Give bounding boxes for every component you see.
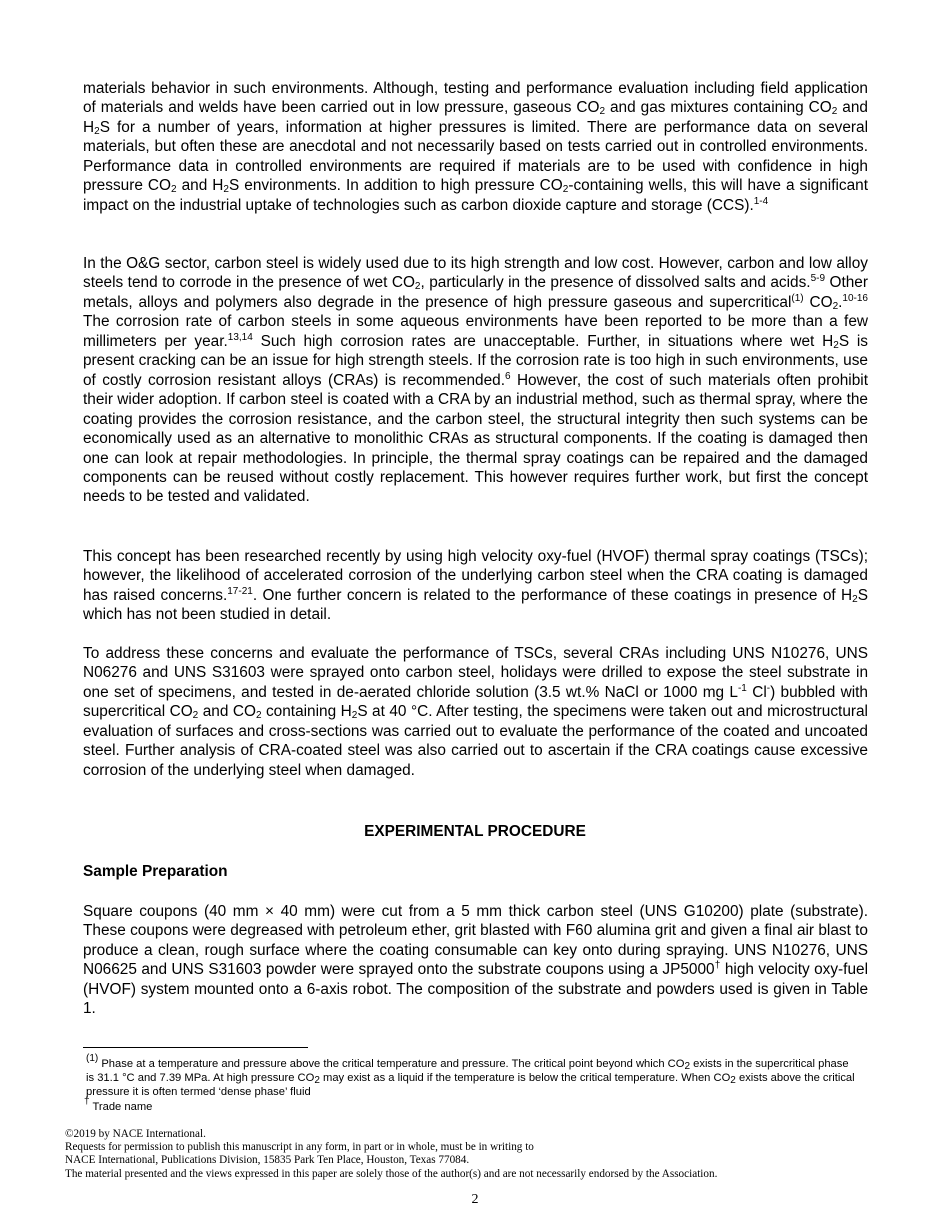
text-run: The corrosion rate of carbon steels in some aqueous environments have been reported to be more than a few millimeters per year. [83, 313, 868, 350]
footnote-divider [83, 1047, 308, 1048]
section-heading: EXPERIMENTAL PROCEDURE [364, 823, 586, 840]
text-run: may exist as a liquid if the temperature is below the critical temperature. When CO [319, 1072, 731, 1085]
text-run: S which has not been studied in detail. [83, 586, 868, 624]
paragraph-address-concerns [83, 644, 868, 780]
superscript: † [84, 1096, 90, 1107]
superscript: 6 [504, 370, 511, 382]
text-run: CO [803, 293, 833, 311]
superscript: 5-9 [810, 273, 826, 285]
text-run: However, the cost of such materials often prohibit their wider adoption. If carbon steel is coated with a CRA by an industrial method, such as thermal spray, where the coating provides the corrosion resistance, and the carbon steel, the structural integrity then such systems can be economically used as an alternative to monolithic CRAs as structural components. If the coating is damaged then one can look at repair methodologies. In principle, the thermal spray coatings can be repaired and the damaged components can be reused without costly replacement. This however requires further work, but first the concept needs to be tested and validated. [83, 371, 868, 506]
footnote-trade-name [84, 1096, 854, 1114]
text-run: , particularly in the presence of dissolved salts and acids. [420, 274, 811, 292]
text-run: Phase at a temperature and pressure above the critical temperature and pressure. The critical point beyond which CO [98, 1058, 685, 1070]
text-run: and H [83, 99, 868, 136]
paragraph-sample-preparation [83, 902, 868, 1019]
copyright-line: ©2019 by NACE International. [65, 1128, 206, 1140]
text-run: containing H [261, 703, 352, 721]
text-run: ) bubbled with supercritical CO [83, 683, 868, 721]
text-run: In the O&G sector, carbon steel is widely used due to its high strength and low cost. However, carbon and low alloy steels tend to corrode in the presence of wet CO [83, 255, 868, 292]
text-run: and CO [198, 703, 256, 721]
paragraph-og-sector [83, 254, 868, 507]
paragraph-concept [83, 547, 868, 625]
copyright-line: NACE International, Publications Division, 15835 Park Ten Place, Houston, Texas 77084. [65, 1154, 470, 1167]
subscript: 2 [730, 1075, 736, 1087]
subscript: 2 [351, 710, 358, 722]
footnote-supercritical [86, 1053, 856, 1100]
copyright-notice [65, 1128, 717, 1181]
text-run: and gas mixtures containing CO [605, 99, 832, 117]
subscript: 2 [599, 106, 606, 118]
text-run: Cl [746, 683, 767, 701]
text-run: . One further concern is related to the performance of these coatings in presence of H [252, 586, 853, 604]
superscript: (1) [791, 292, 804, 304]
subscript: 2 [562, 184, 569, 196]
subscript: 2 [831, 106, 838, 118]
copyright-line: The material presented and the views expressed in this paper are solely those of the author(s) and are not necessarily endorsed by the Association. [65, 1167, 718, 1180]
text-run: and H [176, 177, 224, 195]
text-run: To address these concerns and evaluate the performance of TSCs, several CRAs including UNS N10276, UNS N06276 and UNS S31603 were sprayed onto carbon steel, holidays were drilled to expose the steel substrate in one set of specimens, and tested in de-aerated chloride solution (3.5 wt.% NaCl or 1000 mg L [83, 645, 868, 701]
subscript: 2 [192, 710, 199, 722]
subscript: 2 [684, 1061, 691, 1072]
text-run: S for a number of years, information at higher pressures is limited. There are performance data on several materials, but often these are anecdotal and not necessarily based on tests carried out in controlled environments. Performance data in controlled environments are required if materials are to be used with confidence in high pressure CO [83, 118, 868, 195]
text-run: exists in the supercritical phase is 31.1 °C and 7.39 MPa. At high pressure CO [86, 1058, 849, 1085]
text-run: S at 40 °C. After testing, the specimens were taken out and microstructural evaluation of surfaces and cross-sections was carried out to evaluate the performance of the coated and uncoated steel. Further analysis of CRA-coated steel was also carried out to ascertain if the CRA coatings cause excessive corrosion of the underlying steel when damaged. [83, 703, 868, 779]
subscript: 2 [314, 1075, 320, 1087]
text-run: Trade name [89, 1101, 153, 1113]
paragraph-intro-continued [83, 79, 868, 215]
text-run: S environments. In addition to high pressure CO [228, 177, 563, 195]
subscript: 2 [833, 339, 839, 351]
superscript: - [766, 682, 771, 694]
superscript: 10-16 [842, 292, 868, 304]
superscript: 1-4 [753, 195, 769, 207]
text-run: materials behavior in such environments. Although, testing and performance evaluation including field application of materials and welds have been carried out in low pressure, gaseous CO [83, 80, 868, 117]
text-run: high velocity oxy-fuel (HVOF) system mounted onto a 6-axis robot. The composition of the substrate and powders used is given in Table 1. [83, 961, 869, 1018]
text-run: . [838, 293, 843, 311]
subscript: 2 [832, 300, 839, 312]
text-run: Other metals, alloys and polymers also degrade in the presence of high pressure gaseous and supercritical [83, 274, 868, 311]
subscript: 2 [171, 184, 177, 196]
superscript: 13,14 [227, 331, 253, 343]
text-run: This concept has been researched recently by using high velocity oxy-fuel (HVOF) thermal spray coatings (TSCs); however, the likelihood of accelerated corrosion of the underlying carbon steel when the CRA coating is damaged has raised concerns. [83, 548, 868, 604]
text-run: Square coupons (40 mm × 40 mm) were cut from a 5 mm thick carbon steel (UNS G10200) plate (substrate). These coupons were degreased with petroleum ether, grit blasted with F60 alumina grit and given a final air blast to produce a clean, rough surface where the coating consumable can key onto during spraying. UNS N10276, UNS N06625 and UNS S31603 powder were sprayed onto the substrate coupons using a JP5000 [83, 903, 868, 979]
page-number: 2 [471, 1192, 479, 1207]
subscript: 2 [94, 125, 100, 137]
subscript: 2 [255, 710, 262, 722]
superscript: -1 [737, 682, 747, 694]
subscript: 2 [414, 281, 421, 293]
subscript: 2 [852, 593, 858, 605]
subsection-heading: Sample Preparation [83, 863, 228, 880]
superscript: 17-21 [227, 585, 253, 597]
text-run: exists above the critical pressure it is often termed ‘dense phase’ fluid [86, 1072, 855, 1099]
superscript: † [714, 960, 721, 972]
copyright-line: Requests for permission to publish this manuscript in any form, in part or in whole, must be in writing to [65, 1141, 534, 1154]
text-run: -containing wells, this will have a significant impact on the industrial uptake of technologies such as carbon dioxide capture and storage (CCS). [83, 177, 868, 214]
text-run: S is present cracking can be an issue for high strength steels. If the corrosion rate is too high in such environments, use of costly corrosion resistant alloys (CRAs) is recommended. [83, 332, 868, 389]
subscript: 2 [223, 184, 229, 196]
superscript: (1) [86, 1053, 99, 1064]
text-run: Such high corrosion rates are unacceptable. Further, in situations where wet H [252, 332, 834, 350]
